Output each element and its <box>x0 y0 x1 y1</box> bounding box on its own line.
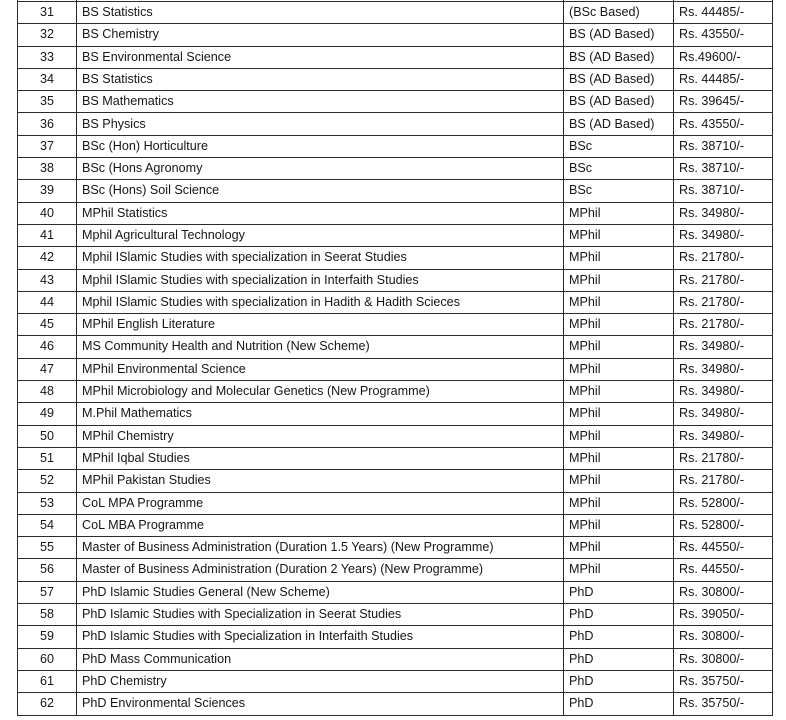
programme-name-cell: Master of Business Administration (Duration 2 Years) (New Programme) <box>77 559 564 581</box>
programme-name-cell: M.Phil Mathematics <box>77 403 564 425</box>
programme-name-cell: MPhil Chemistry <box>77 425 564 447</box>
table-row <box>18 224 773 246</box>
programme-level-cell: MPhil <box>564 247 674 269</box>
serial-number-cell: 46 <box>18 336 77 358</box>
programme-level-cell: MPhil <box>564 381 674 403</box>
programme-name-cell: PhD Islamic Studies General (New Scheme) <box>77 581 564 603</box>
programme-name-cell: MPhil Iqbal Studies <box>77 447 564 469</box>
programme-level-cell: PhD <box>564 670 674 692</box>
fee-amount-cell: Rs. 39050/- <box>674 604 773 626</box>
programme-level-cell: MPhil <box>564 425 674 447</box>
programme-name-cell: MS Community Health and Nutrition (New Scheme) <box>77 336 564 358</box>
programme-name-cell: BS Statistics <box>77 2 564 24</box>
programme-name-cell: Mphil ISlamic Studies with specialization in Interfaith Studies <box>77 269 564 291</box>
fee-amount-cell: Rs. 43550/- <box>674 24 773 46</box>
programme-name-cell: BS Environmental Science <box>77 46 564 68</box>
serial-number-cell: 40 <box>18 202 77 224</box>
serial-number-cell: 57 <box>18 581 77 603</box>
fee-amount-cell: Rs. 44485/- <box>674 68 773 90</box>
serial-number-cell: 58 <box>18 604 77 626</box>
table-row <box>18 158 773 180</box>
serial-number-cell: 53 <box>18 492 77 514</box>
fee-amount-cell: Rs. 21780/- <box>674 247 773 269</box>
table-row <box>18 514 773 536</box>
fee-amount-cell: Rs. 38710/- <box>674 180 773 202</box>
programme-level-cell: PhD <box>564 693 674 715</box>
table-row <box>18 425 773 447</box>
fee-amount-cell: Rs. 35750/- <box>674 693 773 715</box>
table-row <box>18 403 773 425</box>
programme-name-cell: MPhil English Literature <box>77 314 564 336</box>
programme-level-cell: MPhil <box>564 470 674 492</box>
serial-number-cell: 49 <box>18 403 77 425</box>
programme-level-cell: PhD <box>564 581 674 603</box>
programme-level-cell: MPhil <box>564 336 674 358</box>
programme-name-cell: PhD Islamic Studies with Specialization in Interfaith Studies <box>77 626 564 648</box>
table-row <box>18 447 773 469</box>
serial-number-cell: 31 <box>18 2 77 24</box>
fee-amount-cell: Rs. 44485/- <box>674 2 773 24</box>
programme-name-cell: BSc (Hons Agronomy <box>77 158 564 180</box>
table-row <box>18 46 773 68</box>
programme-name-cell: BS Chemistry <box>77 24 564 46</box>
programme-level-cell: BS (AD Based) <box>564 46 674 68</box>
programme-level-cell: BS (AD Based) <box>564 91 674 113</box>
programme-name-cell: CoL MPA Programme <box>77 492 564 514</box>
programme-level-cell: BS (AD Based) <box>564 68 674 90</box>
table-row <box>18 670 773 692</box>
table-row <box>18 247 773 269</box>
serial-number-cell: 37 <box>18 135 77 157</box>
programme-name-cell: PhD Islamic Studies with Specialization in Seerat Studies <box>77 604 564 626</box>
fee-amount-cell: Rs. 21780/- <box>674 291 773 313</box>
fee-amount-cell: Rs. 34980/- <box>674 403 773 425</box>
programme-level-cell: MPhil <box>564 202 674 224</box>
programme-name-cell: MPhil Statistics <box>77 202 564 224</box>
programme-name-cell: Master of Business Administration (Duration 1.5 Years) (New Programme) <box>77 537 564 559</box>
programme-level-cell: MPhil <box>564 291 674 313</box>
programme-name-cell: PhD Environmental Sciences <box>77 693 564 715</box>
table-row <box>18 336 773 358</box>
serial-number-cell: 60 <box>18 648 77 670</box>
fee-amount-cell: Rs. 30800/- <box>674 648 773 670</box>
serial-number-cell: 51 <box>18 447 77 469</box>
fee-schedule-table <box>17 0 773 716</box>
fee-amount-cell: Rs. 21780/- <box>674 314 773 336</box>
fee-amount-cell: Rs. 44550/- <box>674 537 773 559</box>
programme-name-cell: Mphil Agricultural Technology <box>77 224 564 246</box>
programme-level-cell: MPhil <box>564 403 674 425</box>
serial-number-cell: 62 <box>18 693 77 715</box>
programme-level-cell: MPhil <box>564 492 674 514</box>
programme-level-cell: BSc <box>564 180 674 202</box>
fee-amount-cell: Rs. 38710/- <box>674 135 773 157</box>
programme-name-cell: MPhil Pakistan Studies <box>77 470 564 492</box>
fee-amount-cell: Rs. 52800/- <box>674 492 773 514</box>
fee-amount-cell: Rs. 30800/- <box>674 626 773 648</box>
fee-amount-cell: Rs. 34980/- <box>674 224 773 246</box>
programme-name-cell: BSc (Hon) Horticulture <box>77 135 564 157</box>
table-row <box>18 113 773 135</box>
fee-amount-cell: Rs. 21780/- <box>674 269 773 291</box>
programme-name-cell: MPhil Microbiology and Molecular Genetics (New Programme) <box>77 381 564 403</box>
programme-level-cell: MPhil <box>564 559 674 581</box>
table-row <box>18 492 773 514</box>
serial-number-cell: 43 <box>18 269 77 291</box>
table-row <box>18 24 773 46</box>
serial-number-cell: 55 <box>18 537 77 559</box>
serial-number-cell: 54 <box>18 514 77 536</box>
table-row <box>18 358 773 380</box>
serial-number-cell: 35 <box>18 91 77 113</box>
programme-level-cell: MPhil <box>564 358 674 380</box>
fee-amount-cell: Rs. 34980/- <box>674 358 773 380</box>
table-row <box>18 470 773 492</box>
fee-amount-cell: Rs. 35750/- <box>674 670 773 692</box>
serial-number-cell: 48 <box>18 381 77 403</box>
fee-amount-cell: Rs. 38710/- <box>674 158 773 180</box>
programme-level-cell: PhD <box>564 604 674 626</box>
serial-number-cell: 44 <box>18 291 77 313</box>
programme-name-cell: PhD Chemistry <box>77 670 564 692</box>
programme-level-cell: PhD <box>564 626 674 648</box>
serial-number-cell: 50 <box>18 425 77 447</box>
programme-name-cell: BS Statistics <box>77 68 564 90</box>
fee-amount-cell: Rs.49600/- <box>674 46 773 68</box>
programme-name-cell: CoL MBA Programme <box>77 514 564 536</box>
programme-level-cell: BS (AD Based) <box>564 24 674 46</box>
serial-number-cell: 56 <box>18 559 77 581</box>
programme-level-cell: MPhil <box>564 537 674 559</box>
fee-amount-cell: Rs. 52800/- <box>674 514 773 536</box>
serial-number-cell: 61 <box>18 670 77 692</box>
table-row <box>18 269 773 291</box>
programme-level-cell: MPhil <box>564 447 674 469</box>
serial-number-cell: 41 <box>18 224 77 246</box>
serial-number-cell: 34 <box>18 68 77 90</box>
programme-level-cell: (BSc Based) <box>564 2 674 24</box>
fee-amount-cell: Rs. 34980/- <box>674 425 773 447</box>
programme-name-cell: MPhil Environmental Science <box>77 358 564 380</box>
serial-number-cell: 47 <box>18 358 77 380</box>
fee-amount-cell: Rs. 34980/- <box>674 202 773 224</box>
fee-amount-cell: Rs. 30800/- <box>674 581 773 603</box>
programme-level-cell: MPhil <box>564 314 674 336</box>
programme-name-cell: BS Physics <box>77 113 564 135</box>
programme-level-cell: MPhil <box>564 514 674 536</box>
table-row <box>18 648 773 670</box>
serial-number-cell: 52 <box>18 470 77 492</box>
serial-number-cell: 39 <box>18 180 77 202</box>
table-row <box>18 559 773 581</box>
programme-name-cell: BSc (Hons) Soil Science <box>77 180 564 202</box>
table-row <box>18 626 773 648</box>
table-row <box>18 381 773 403</box>
programme-name-cell: Mphil ISlamic Studies with specialization in Hadith & Hadith Scieces <box>77 291 564 313</box>
table-row <box>18 202 773 224</box>
serial-number-cell: 42 <box>18 247 77 269</box>
programme-level-cell: MPhil <box>564 269 674 291</box>
serial-number-cell: 33 <box>18 46 77 68</box>
fee-amount-cell: Rs. 21780/- <box>674 447 773 469</box>
table-row <box>18 537 773 559</box>
table-row <box>18 314 773 336</box>
programme-level-cell: BS (AD Based) <box>564 113 674 135</box>
table-row <box>18 581 773 603</box>
table-body <box>18 0 773 715</box>
table-row <box>18 91 773 113</box>
programme-level-cell: MPhil <box>564 224 674 246</box>
table-row <box>18 291 773 313</box>
table-row <box>18 135 773 157</box>
table-row <box>18 2 773 24</box>
programme-level-cell: PhD <box>564 648 674 670</box>
fee-amount-cell: Rs. 21780/- <box>674 470 773 492</box>
table-row <box>18 180 773 202</box>
table-row <box>18 68 773 90</box>
serial-number-cell: 38 <box>18 158 77 180</box>
serial-number-cell: 45 <box>18 314 77 336</box>
programme-name-cell: Mphil ISlamic Studies with specialization in Seerat Studies <box>77 247 564 269</box>
fee-amount-cell: Rs. 34980/- <box>674 336 773 358</box>
serial-number-cell: 36 <box>18 113 77 135</box>
fee-amount-cell: Rs. 43550/- <box>674 113 773 135</box>
programme-name-cell: BS Mathematics <box>77 91 564 113</box>
serial-number-cell: 32 <box>18 24 77 46</box>
table-row <box>18 693 773 715</box>
programme-level-cell: BSc <box>564 158 674 180</box>
fee-amount-cell: Rs. 34980/- <box>674 381 773 403</box>
table-row <box>18 604 773 626</box>
programme-name-cell: PhD Mass Communication <box>77 648 564 670</box>
serial-number-cell: 59 <box>18 626 77 648</box>
fee-amount-cell: Rs. 44550/- <box>674 559 773 581</box>
fee-amount-cell: Rs. 39645/- <box>674 91 773 113</box>
programme-level-cell: BSc <box>564 135 674 157</box>
